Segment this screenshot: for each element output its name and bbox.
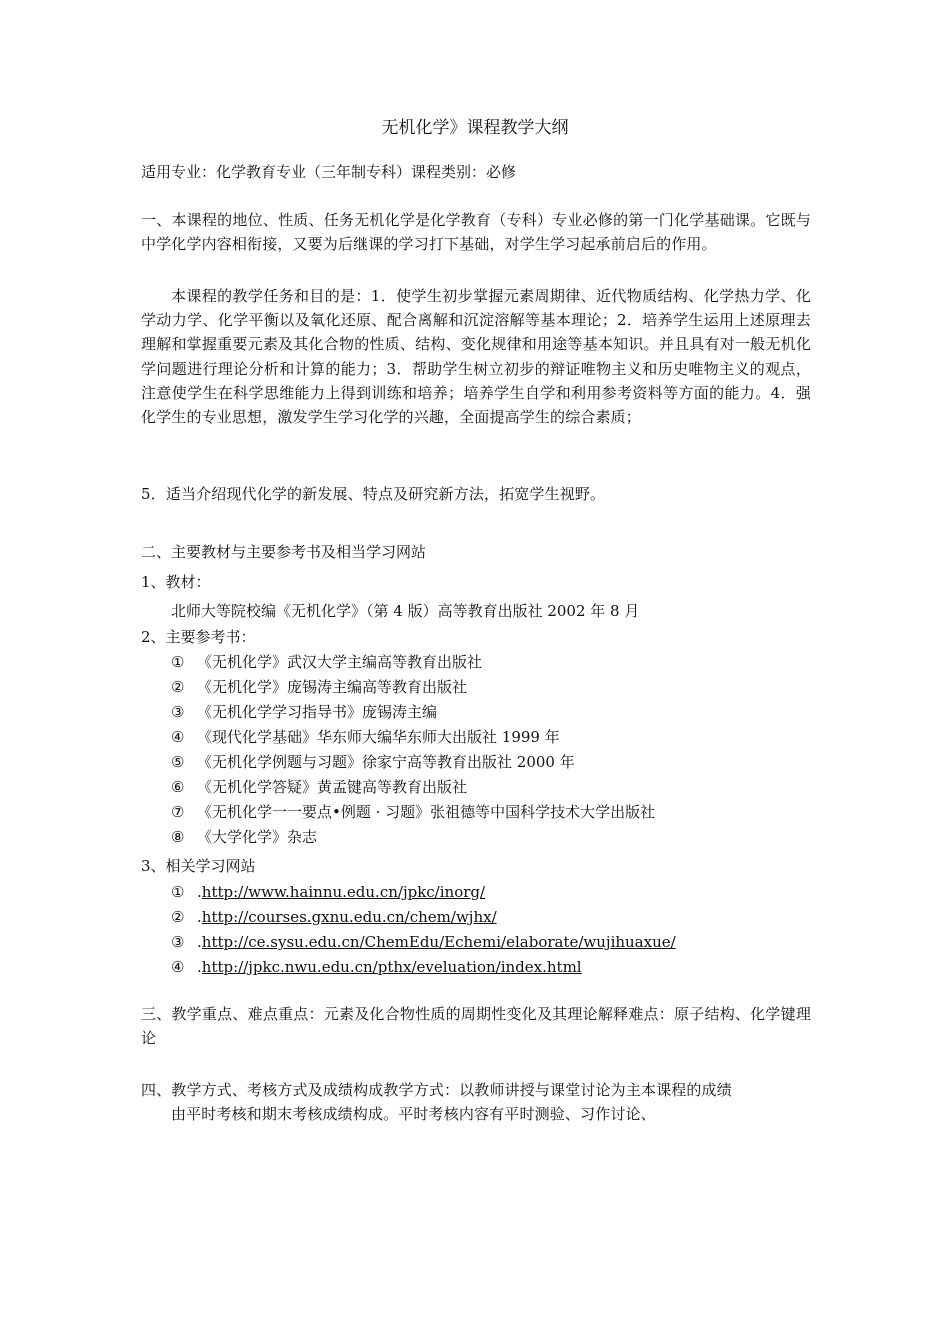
textbook-entry: 北师大等院校编《无机化学》（第 4 版）高等教育出版社 2002 年 8 月 bbox=[171, 602, 640, 620]
website-link[interactable]: http://courses.gxnu.edu.cn/chem/wjhx/ bbox=[201, 908, 497, 926]
website-prefix: . bbox=[197, 958, 202, 976]
website-item bbox=[171, 933, 676, 951]
reference-text: 《无机化学答疑》黄孟键高等教育出版社 bbox=[197, 778, 468, 796]
website-item bbox=[171, 883, 485, 901]
websites-label: 3、相关学习网站 bbox=[141, 857, 256, 875]
reference-item bbox=[171, 676, 467, 697]
website-link[interactable]: http://ce.sysu.edu.cn/ChemEdu/Echemi/elaborate/wujihuaxue/ bbox=[201, 933, 676, 951]
reference-item bbox=[171, 826, 317, 847]
website-link[interactable]: http://jpkc.nwu.edu.cn/pthx/eveluation/index.html bbox=[201, 958, 582, 976]
reference-text: 《无机化学》庞锡涛主编高等教育出版社 bbox=[197, 678, 468, 696]
course-meta: 适用专业：化学教育专业（三年制专科）课程类别：必修 bbox=[141, 163, 517, 181]
section-4-paragraph bbox=[141, 1078, 811, 1126]
reference-text: 《无机化学学习指导书》庞锡涛主编 bbox=[197, 703, 438, 721]
references-label: 2、主要参考书： bbox=[141, 628, 256, 646]
teaching-objectives-paragraph: 本课程的教学任务和目的是：1．使学生初步掌握元素周期律、近代物质结构、化学热力学、化学动力学、化学平衡以及氧化还原、配合离解和沉淀溶解等基本理论；2．培养学生运用上述原理去理解和掌握重要元素及其化合物的性质、结构、变化规律和用途等基本知识。并且具有对一般无机化学问题进行理论分析和计算的能力；3．帮助学生树立初步的辩证唯物主义和历史唯物主义的观点，注意使学生在科学思维能力上得到训练和培养；培养学生自学和利用参考资料等方面的能力。4．强化学生的专业思想，激发学生学习化学的兴趣，全面提高学生的综合素质； bbox=[141, 287, 811, 427]
reference-text: 《无机化学一一要点•例题 · 习题》张祖德等中国科学技术大学出版社 bbox=[197, 803, 656, 821]
reference-number: ② bbox=[171, 678, 185, 696]
reference-item bbox=[171, 726, 560, 747]
textbook-label: 1、教材： bbox=[141, 573, 211, 591]
reference-item bbox=[171, 751, 575, 772]
reference-number: ⑥ bbox=[171, 778, 185, 796]
reference-number: ① bbox=[171, 653, 185, 671]
website-number: ② bbox=[171, 908, 185, 926]
website-prefix: . bbox=[197, 908, 202, 926]
reference-number: ⑧ bbox=[171, 828, 185, 846]
website-link[interactable]: http://www.hainnu.edu.cn/jpkc/inorg/ bbox=[201, 883, 486, 901]
website-item bbox=[171, 958, 582, 976]
website-number: ③ bbox=[171, 933, 185, 951]
reference-number: ④ bbox=[171, 728, 185, 746]
section-4-line-1: 四、教学方式、考核方式及成绩构成教学方式：以教师讲授与课堂讨论为主本课程的成绩 bbox=[141, 1081, 732, 1099]
reference-number: ⑦ bbox=[171, 803, 185, 821]
website-number: ① bbox=[171, 883, 185, 901]
reference-item bbox=[171, 701, 437, 722]
website-item bbox=[171, 908, 497, 926]
section-3-paragraph: 三、教学重点、难点重点：元素及化合物性质的周期性变化及其理论解释难点：原子结构、化学键理论 bbox=[141, 1005, 811, 1048]
section-2-heading: 二、主要教材与主要参考书及相当学习网站 bbox=[141, 543, 427, 561]
reference-text: 《无机化学例题与习题》徐家宁高等教育出版社 2000 年 bbox=[197, 753, 575, 771]
reference-text: 《大学化学》杂志 bbox=[197, 828, 318, 846]
section-4-line-2: 由平时考核和期末考核成绩构成。平时考核内容有平时测验、习作讨论、 bbox=[171, 1105, 656, 1124]
website-number: ④ bbox=[171, 958, 185, 976]
document-title: 无机化学》课程教学大纲 bbox=[381, 118, 569, 138]
reference-text: 《现代化学基础》华东师大编华东师大出版社 1999 年 bbox=[197, 728, 560, 746]
reference-text: 《无机化学》武汉大学主编高等教育出版社 bbox=[197, 653, 483, 671]
reference-item bbox=[171, 801, 655, 822]
reference-item bbox=[171, 776, 467, 797]
reference-item bbox=[171, 651, 482, 672]
reference-number: ⑤ bbox=[171, 753, 185, 771]
reference-number: ③ bbox=[171, 703, 185, 721]
section-1-paragraph: 一、本课程的地位、性质、任务无机化学是化学教育（专科）专业必修的第一门化学基础课。它既与中学化学内容相衔接，又要为后继课的学习打下基础，对学生学习起承前启后的作用。 bbox=[141, 211, 811, 254]
website-prefix: . bbox=[197, 883, 202, 901]
website-prefix: . bbox=[197, 933, 202, 951]
objective-5-paragraph: 5．适当介绍现代化学的新发展、特点及研究新方法，拓宽学生视野。 bbox=[141, 485, 606, 503]
